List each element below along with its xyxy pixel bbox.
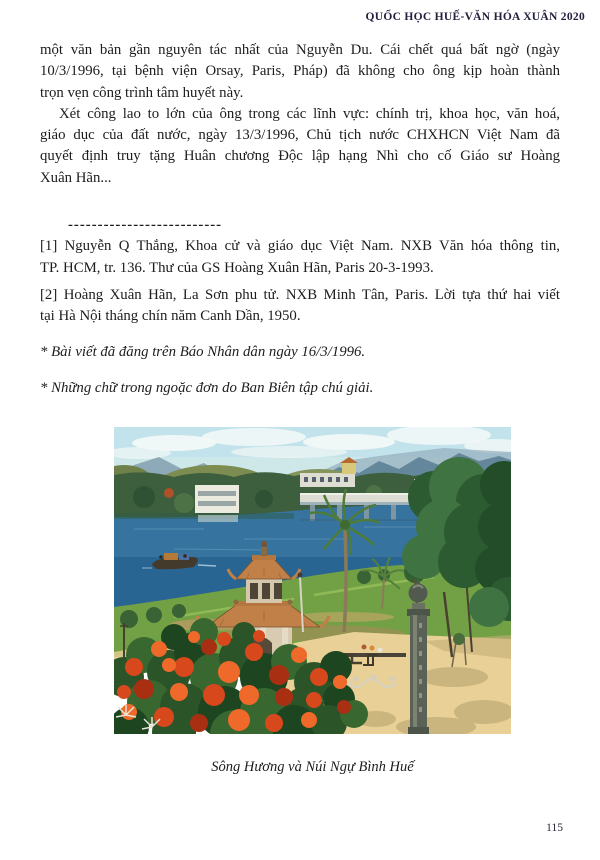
text-line: tại Hà Nội tháng chín năm Canh Dần, 1950. (40, 308, 301, 325)
text-line: quyết định truy tặng Huân chương Độc lập hạng Nhì cho cố Giáo sư Hoàng (40, 148, 560, 165)
footnote (40, 236, 560, 279)
text-line: [2] Hoàng Xuân Hãn, La Sơn phu tử. NXB Minh Tân, Paris. Lời tựa thứ hai viết (40, 286, 560, 303)
text-line: trọn vẹn công trình tâm huyết này. (40, 84, 244, 101)
text-line: giáo dục của đất nước, ngày 13/3/1996, Chủ tịch nước CHXHCN Việt Nam đã (40, 127, 560, 144)
footnote (40, 285, 560, 328)
footnote-separator: -------------------------- (68, 217, 223, 234)
figure-caption: Sông Hương và Núi Ngự Bình Huế (211, 759, 414, 776)
page-content (40, 40, 560, 778)
paragraph (40, 40, 560, 104)
text-line: TP. HCM, tr. 136. Thư của GS Hoàng Xuân Hãn, Paris 20-3-1993. (40, 259, 434, 276)
white-building (195, 485, 239, 513)
text-line: [1] Nguyễn Q Thắng, Khoa cử và giáo dục Việt Nam. NXB Văn hóa thông tin, (40, 238, 560, 255)
figure (114, 427, 511, 778)
text-line: một văn bản gần nguyên tác nhất của Nguyễn Du. Cái chết quá bất ngờ (ngày (40, 42, 560, 58)
page-number: 115 (546, 822, 563, 834)
editor-note: * Những chữ trong ngoặc đơn do Ban Biên tập chú giải. (40, 379, 374, 396)
editor-note: * Bài viết đã đăng trên Báo Nhân dân ngày 16/3/1996. (40, 344, 366, 361)
text-line: 10/3/1996, tại bệnh viện Orsay, Paris, Pháp) đã không cho ông kịp hoàn thành (40, 63, 560, 80)
text-line: Xuân Hãn... (40, 169, 112, 186)
photo-song-huong (114, 427, 511, 734)
paragraph (40, 104, 560, 189)
running-header: QUỐC HỌC HUẾ-VĂN HÓA XUÂN 2020 (365, 11, 585, 23)
text-line: Xét công lao to lớn của ông trong các lĩnh vực: chính trị, khoa học, văn hoá, (59, 105, 560, 122)
